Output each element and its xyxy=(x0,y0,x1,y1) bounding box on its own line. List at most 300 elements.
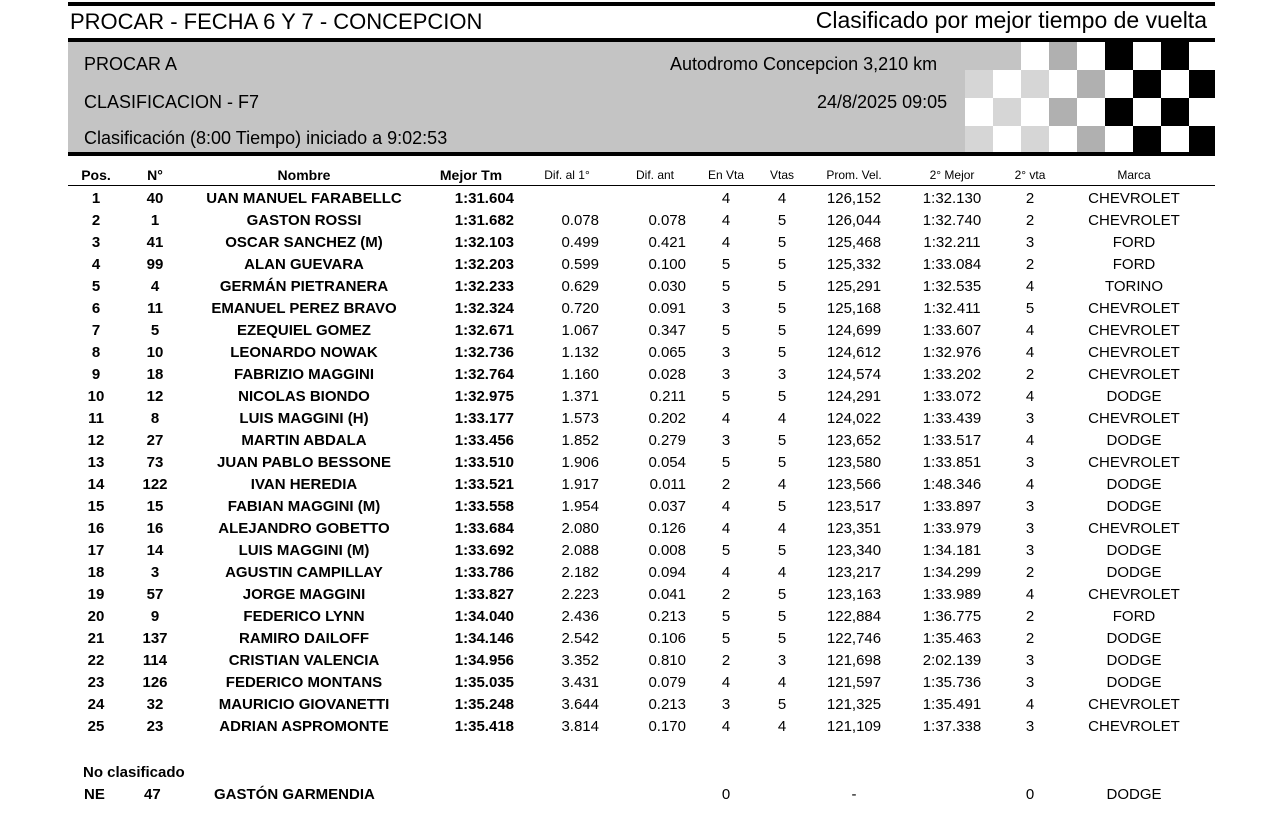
cell-avg-speed: 125,291 xyxy=(826,278,882,295)
cell-on-lap: 4 xyxy=(721,410,731,427)
cell-on-lap: 4 xyxy=(721,564,731,581)
cell-second-lap: 4 xyxy=(1025,344,1035,361)
cell-pos: 13 xyxy=(87,454,105,471)
cell-on-lap: 5 xyxy=(721,454,731,471)
cell-gap-first: 0.629 xyxy=(561,278,599,295)
cell-second-best: 1:32.535 xyxy=(922,278,982,295)
cell-second-best: 1:34.181 xyxy=(922,542,982,559)
cell-second-best: 1:32.976 xyxy=(922,344,982,361)
cell-gap-first: 2.436 xyxy=(561,608,599,625)
flag-square xyxy=(1021,126,1049,154)
cell-second-lap: 4 xyxy=(1025,322,1035,339)
flag-square xyxy=(1189,70,1215,98)
col-header-second-lap: 2° vta xyxy=(1014,168,1046,182)
cell-second-best: 1:33.084 xyxy=(922,256,982,273)
cell-second-best: 1:32.130 xyxy=(922,190,982,207)
cell-pos: 11 xyxy=(88,410,104,427)
cell-second-best: 1:36.775 xyxy=(922,608,982,625)
cell-best-time: 1:32.203 xyxy=(454,256,514,273)
flag-square xyxy=(1049,42,1077,70)
cell-avg-speed: 125,468 xyxy=(826,234,882,251)
cell-driver-name: ALAN GUEVARA xyxy=(244,256,364,273)
cell-gap-prev: 0.011 xyxy=(649,476,686,493)
col-header-gap-first: Dif. al 1° xyxy=(544,168,590,182)
flag-square xyxy=(1049,98,1077,126)
table-row xyxy=(0,342,1280,364)
cell-on-lap: 4 xyxy=(721,520,731,537)
table-row xyxy=(0,672,1280,694)
cell-pos: 9 xyxy=(91,366,101,383)
cell-number: 12 xyxy=(146,388,164,405)
cell-best-time: 1:32.736 xyxy=(454,344,514,361)
col-header-pos: Pos. xyxy=(81,167,111,183)
cell-number: 40 xyxy=(146,190,164,207)
cell-gap-first: 3.431 xyxy=(561,674,599,691)
cell-best-time: 1:32.233 xyxy=(454,278,514,295)
cell-second-best: 1:33.897 xyxy=(922,498,982,515)
cell-driver-name: EMANUEL PEREZ BRAVO xyxy=(211,300,397,317)
cell-laps: 4 xyxy=(777,410,787,427)
cell-avg-speed: 121,109 xyxy=(826,718,882,735)
cell-brand: CHEVROLET xyxy=(1088,718,1180,735)
cell-driver-name: MAURICIO GIOVANETTI xyxy=(218,696,390,713)
cell-gap-first: 2.182 xyxy=(561,564,599,581)
cell-gap-first: 1.917 xyxy=(561,476,599,493)
cell-avg-speed: 123,351 xyxy=(826,520,882,537)
cell-gap-prev: 0.213 xyxy=(648,608,686,625)
cell-number: 3 xyxy=(150,564,160,581)
cell-laps: 5 xyxy=(777,234,787,251)
cell-avg-speed: 126,044 xyxy=(826,212,882,229)
cell-driver-name: MARTIN ABDALA xyxy=(241,432,367,449)
cell-pos: 12 xyxy=(87,432,105,449)
table-row xyxy=(0,562,1280,584)
cell-best-time: 1:34.146 xyxy=(454,630,514,647)
cell-driver-name: LUIS MAGGINI (M) xyxy=(238,542,370,559)
cell-avg-speed: 121,698 xyxy=(826,652,882,669)
cell-avg-speed: 123,652 xyxy=(826,432,882,449)
flag-square xyxy=(1161,70,1189,98)
flag-square xyxy=(993,126,1021,154)
cell-pos: 22 xyxy=(87,652,105,669)
cell-pos: 4 xyxy=(91,256,101,273)
table-row xyxy=(0,254,1280,276)
cell-on-lap: 4 xyxy=(721,498,731,515)
cell-best-time: 1:35.418 xyxy=(454,718,514,735)
cell-pos: 7 xyxy=(91,322,101,339)
cell-number: 57 xyxy=(146,586,164,603)
flag-square xyxy=(993,70,1021,98)
header-underline xyxy=(68,185,1215,186)
cell-brand: DODGE xyxy=(1106,630,1162,647)
cell-best-time: 1:35.035 xyxy=(454,674,514,691)
cell-driver-name: LUIS MAGGINI (H) xyxy=(239,410,369,427)
cell-second-best: 1:35.736 xyxy=(922,674,982,691)
cell-on-lap: 5 xyxy=(721,322,731,339)
cell-avg-speed: 125,332 xyxy=(826,256,882,273)
cell-pos: 24 xyxy=(87,696,105,713)
cell-driver-name: GASTON ROSSI xyxy=(246,212,362,229)
cell-on-lap: 4 xyxy=(721,674,731,691)
flag-square xyxy=(993,98,1021,126)
cell-gap-prev: 0.041 xyxy=(648,586,686,603)
cell-brand: DODGE xyxy=(1106,476,1162,493)
cell-on-lap: 4 xyxy=(721,718,731,735)
table-row xyxy=(0,188,1280,210)
cell-number: 27 xyxy=(146,432,164,449)
cell-on-lap: 3 xyxy=(721,432,731,449)
flag-square xyxy=(1133,126,1161,154)
cell-second-lap: 3 xyxy=(1025,652,1035,669)
cell-avg-speed: 123,566 xyxy=(826,476,882,493)
cell-second-lap: 4 xyxy=(1025,432,1035,449)
cell-number: 5 xyxy=(150,322,160,339)
table-row xyxy=(0,232,1280,254)
cell-pos: 21 xyxy=(87,630,105,647)
cell-on-lap: 5 xyxy=(721,256,731,273)
cell-number: 126 xyxy=(142,674,168,691)
cell-pos: 19 xyxy=(87,586,105,603)
cell-driver-name: ADRIAN ASPROMONTE xyxy=(219,718,389,735)
cell-laps: 5 xyxy=(777,344,787,361)
flag-square xyxy=(1161,98,1189,126)
cell-laps: 5 xyxy=(777,696,787,713)
table-row xyxy=(0,540,1280,562)
cell-second-best: 1:33.979 xyxy=(922,520,982,537)
flag-square xyxy=(965,42,993,70)
cell-brand: CHEVROLET xyxy=(1088,212,1180,229)
cell-number: 14 xyxy=(146,542,164,559)
cell-brand: DODGE xyxy=(1106,652,1162,669)
flag-square xyxy=(965,126,993,154)
cell-driver-name: NICOLAS BIONDO xyxy=(238,388,370,405)
cell-driver-name: LEONARDO NOWAK xyxy=(230,344,378,361)
top-rule xyxy=(68,2,1215,6)
cell-gap-prev: 0.100 xyxy=(648,256,686,273)
cell-brand: CHEVROLET xyxy=(1088,454,1180,471)
cell-on-lap: 3 xyxy=(721,696,731,713)
flag-square xyxy=(965,70,993,98)
cell-laps: 5 xyxy=(777,432,787,449)
cell-driver-name: FABIAN MAGGINI (M) xyxy=(227,498,381,515)
cell-avg-speed: 123,217 xyxy=(826,564,882,581)
cell-best-time: 1:32.671 xyxy=(454,322,514,339)
col-header-on-lap: En Vta xyxy=(707,168,745,182)
cell-driver-name: UAN MANUEL FARABELLC xyxy=(206,190,402,207)
cell-second-lap: 2 xyxy=(1025,564,1035,581)
cell-brand: CHEVROLET xyxy=(1088,410,1180,427)
flag-square xyxy=(1077,42,1105,70)
table-row xyxy=(0,496,1280,518)
table-row xyxy=(0,584,1280,606)
cell-second-best: 1:33.439 xyxy=(922,410,982,427)
cell-driver-name: AGUSTIN CAMPILLAY xyxy=(225,564,383,581)
cell-on-lap: 2 xyxy=(721,652,731,669)
cell-pos: 16 xyxy=(87,520,105,537)
cell-brand: DODGE xyxy=(1106,786,1162,803)
cell-brand: CHEVROLET xyxy=(1088,190,1180,207)
cell-on-lap: 5 xyxy=(721,542,731,559)
flag-square xyxy=(1133,70,1161,98)
cell-second-best: 1:33.072 xyxy=(922,388,982,405)
col-header-avg-speed: Prom. Vel. xyxy=(826,168,882,182)
cell-on-lap: 2 xyxy=(721,586,731,603)
cell-brand: CHEVROLET xyxy=(1088,696,1180,713)
datetime-label: 24/8/2025 09:05 xyxy=(817,92,948,112)
circuit-label: Autodromo Concepcion 3,210 km xyxy=(670,54,938,74)
cell-gap-first: 1.160 xyxy=(561,366,599,383)
cell-laps: 3 xyxy=(777,652,787,669)
cell-driver-name: FABRIZIO MAGGINI xyxy=(234,366,374,383)
cell-laps: 4 xyxy=(777,564,787,581)
cell-gap-prev: 0.106 xyxy=(648,630,686,647)
table-row xyxy=(0,518,1280,540)
cell-second-lap: 4 xyxy=(1025,278,1035,295)
cell-gap-first: 2.542 xyxy=(561,630,599,647)
cell-number: 4 xyxy=(150,278,160,295)
flag-square xyxy=(1021,98,1049,126)
cell-gap-first: 3.352 xyxy=(561,652,599,669)
cell-gap-prev: 0.126 xyxy=(648,520,686,537)
cell-second-lap: 3 xyxy=(1025,718,1035,735)
flag-square xyxy=(1189,98,1215,126)
cell-gap-first: 1.954 xyxy=(561,498,599,515)
cell-best-time: 1:33.521 xyxy=(454,476,514,493)
cell-second-lap: 5 xyxy=(1025,300,1035,317)
session-label: CLASIFICACION - F7 xyxy=(84,92,260,112)
checkered-flag-graphic xyxy=(965,42,1215,152)
cell-gap-first: 2.223 xyxy=(561,586,599,603)
cell-best-time: 1:32.764 xyxy=(454,366,514,383)
table-row xyxy=(0,408,1280,430)
cell-pos: 8 xyxy=(91,344,101,361)
cell-second-lap: 2 xyxy=(1025,630,1035,647)
cell-best-time: 1:35.248 xyxy=(454,696,514,713)
table-row xyxy=(0,276,1280,298)
flag-square xyxy=(1161,126,1189,154)
cell-number: 9 xyxy=(150,608,160,625)
cell-brand: FORD xyxy=(1112,608,1156,625)
cell-second-lap: 3 xyxy=(1025,234,1035,251)
cell-pos: 2 xyxy=(91,212,101,229)
cell-second-best: 1:35.491 xyxy=(922,696,982,713)
cell-brand: CHEVROLET xyxy=(1088,366,1180,383)
cell-avg-speed: 123,340 xyxy=(826,542,882,559)
col-header-number: N° xyxy=(147,167,163,183)
cell-on-lap: 2 xyxy=(721,476,731,493)
cell-avg-speed: 126,152 xyxy=(826,190,882,207)
cell-gap-first: 1.067 xyxy=(561,322,599,339)
cell-avg-speed: 123,580 xyxy=(826,454,882,471)
cell-gap-prev: 0.065 xyxy=(648,344,686,361)
cell-driver-name: ALEJANDRO GOBETTO xyxy=(218,520,390,537)
flag-square xyxy=(1161,42,1189,70)
table-row xyxy=(0,210,1280,232)
cell-second-best: 1:32.211 xyxy=(923,234,981,251)
cell-pos: 23 xyxy=(87,674,105,691)
cell-gap-prev: 0.421 xyxy=(648,234,686,251)
cell-second-best: 1:33.517 xyxy=(922,432,982,449)
cell-best-time: 1:33.692 xyxy=(454,542,514,559)
cell-gap-prev: 0.202 xyxy=(648,410,686,427)
cell-laps: 5 xyxy=(777,256,787,273)
cell-gap-prev: 0.008 xyxy=(648,542,686,559)
cell-pos: 3 xyxy=(91,234,101,251)
cell-laps: 5 xyxy=(777,300,787,317)
cell-driver-name: JORGE MAGGINI xyxy=(242,586,366,603)
cell-number: 114 xyxy=(142,652,168,669)
flag-square xyxy=(1049,126,1077,154)
cell-avg-speed: 124,022 xyxy=(826,410,882,427)
cell-gap-first: 1.371 xyxy=(561,388,599,405)
cell-laps: 4 xyxy=(777,674,787,691)
flag-square xyxy=(1077,70,1105,98)
cell-laps: 5 xyxy=(777,586,787,603)
cell-gap-first: 0.599 xyxy=(561,256,599,273)
table-row xyxy=(0,430,1280,452)
cell-on-lap: 5 xyxy=(721,608,731,625)
page-title: PROCAR - FECHA 6 Y 7 - CONCEPCION xyxy=(70,9,483,34)
cell-on-lap: 5 xyxy=(721,630,731,647)
cell-on-lap: 4 xyxy=(721,234,731,251)
table-row xyxy=(0,628,1280,650)
cell-brand: DODGE xyxy=(1106,674,1162,691)
cell-driver-name: FEDERICO MONTANS xyxy=(225,674,383,691)
cell-laps: 5 xyxy=(777,322,787,339)
cell-pos: 10 xyxy=(87,388,105,405)
cell-laps: 4 xyxy=(777,718,787,735)
col-header-gap-prev: Dif. ant xyxy=(635,168,675,182)
cell-second-lap: 4 xyxy=(1025,586,1035,603)
cell-gap-prev: 0.078 xyxy=(648,212,686,229)
table-row xyxy=(0,474,1280,496)
cell-pos: 20 xyxy=(87,608,105,625)
not-classified-heading: No clasificado xyxy=(83,764,185,781)
cell-on-lap: 3 xyxy=(721,300,731,317)
cell-second-best: 1:32.740 xyxy=(922,212,982,229)
cell-best-time: 1:33.786 xyxy=(454,564,514,581)
flag-square xyxy=(1077,98,1105,126)
cell-on-lap: 4 xyxy=(721,190,731,207)
flag-square xyxy=(1105,70,1133,98)
cell-second-lap: 0 xyxy=(1025,786,1035,803)
flag-square xyxy=(1133,42,1161,70)
cell-gap-first: 3.644 xyxy=(561,696,599,713)
cell-avg-speed: 121,325 xyxy=(826,696,882,713)
table-row xyxy=(0,320,1280,342)
table-row xyxy=(0,694,1280,716)
cell-avg-speed: 122,884 xyxy=(826,608,882,625)
cell-laps: 5 xyxy=(777,212,787,229)
cell-second-lap: 3 xyxy=(1025,520,1035,537)
cell-laps: 4 xyxy=(777,476,787,493)
cell-number: 23 xyxy=(146,718,164,735)
cell-laps: 5 xyxy=(777,498,787,515)
flag-square xyxy=(1049,70,1077,98)
table-row xyxy=(0,650,1280,672)
category-label: PROCAR A xyxy=(84,54,178,74)
cell-brand: CHEVROLET xyxy=(1088,586,1180,603)
cell-second-lap: 3 xyxy=(1025,454,1035,471)
cell-laps: 5 xyxy=(777,630,787,647)
cell-second-best: 1:48.346 xyxy=(922,476,982,493)
cell-driver-name: RAMIRO DAILOFF xyxy=(239,630,369,647)
cell-best-time: 1:31.604 xyxy=(454,190,514,207)
cell-avg-speed: 124,699 xyxy=(826,322,882,339)
cell-second-best: 1:35.463 xyxy=(922,630,982,647)
cell-avg-speed: 124,574 xyxy=(826,366,882,383)
cell-pos: 17 xyxy=(87,542,105,559)
cell-best-time: 1:33.684 xyxy=(454,520,514,537)
cell-number: 47 xyxy=(144,786,161,803)
cell-second-lap: 3 xyxy=(1025,542,1035,559)
cell-brand: CHEVROLET xyxy=(1088,520,1180,537)
cell-brand: DODGE xyxy=(1106,388,1162,405)
cell-gap-first: 0.078 xyxy=(561,212,599,229)
cell-brand: DODGE xyxy=(1106,498,1162,515)
cell-number: 137 xyxy=(142,630,168,647)
cell-gap-first: 1.573 xyxy=(561,410,599,427)
table-row xyxy=(0,364,1280,386)
flag-square xyxy=(1105,98,1133,126)
cell-brand: DODGE xyxy=(1106,432,1162,449)
cell-on-lap: 3 xyxy=(721,344,731,361)
cell-gap-first: 3.814 xyxy=(561,718,599,735)
cell-best-time: 1:34.040 xyxy=(454,608,514,625)
cell-avg-speed: 122,746 xyxy=(826,630,882,647)
cell-pos: NE xyxy=(84,786,105,803)
cell-gap-prev: 0.170 xyxy=(648,718,686,735)
flag-square xyxy=(1077,126,1105,154)
cell-gap-prev: 0.211 xyxy=(649,388,686,405)
cell-pos: 14 xyxy=(87,476,105,493)
cell-laps: 5 xyxy=(777,278,787,295)
cell-second-best: 1:37.338 xyxy=(922,718,982,735)
cell-second-lap: 3 xyxy=(1025,410,1035,427)
col-header-laps: Vtas xyxy=(769,168,795,182)
cell-pos: 6 xyxy=(91,300,101,317)
flag-square xyxy=(993,42,1021,70)
cell-best-time: 1:32.975 xyxy=(454,388,514,405)
page-subtitle: Clasificado por mejor tiempo de vuelta xyxy=(815,7,1207,33)
cell-number: 32 xyxy=(146,696,164,713)
cell-on-lap: 5 xyxy=(721,388,731,405)
cell-second-best: 1:32.411 xyxy=(923,300,981,317)
cell-best-time: 1:33.456 xyxy=(454,432,514,449)
cell-laps: 5 xyxy=(777,608,787,625)
cell-pos: 25 xyxy=(87,718,105,735)
cell-avg-speed: 124,612 xyxy=(826,344,882,361)
flag-square xyxy=(1189,42,1215,70)
cell-best-time: 1:33.177 xyxy=(454,410,514,427)
cell-number: 8 xyxy=(150,410,160,427)
cell-avg-speed: 123,163 xyxy=(826,586,882,603)
table-row xyxy=(0,298,1280,320)
cell-second-best: 1:33.851 xyxy=(922,454,982,471)
cell-brand: DODGE xyxy=(1106,564,1162,581)
cell-second-best: 2:02.139 xyxy=(922,652,982,669)
cell-on-lap: 3 xyxy=(721,366,731,383)
cell-second-lap: 2 xyxy=(1025,212,1035,229)
cell-driver-name: FEDERICO LYNN xyxy=(243,608,365,625)
cell-avg-speed: 121,597 xyxy=(826,674,882,691)
cell-gap-first: 0.499 xyxy=(561,234,599,251)
cell-driver-name: OSCAR SANCHEZ (M) xyxy=(225,234,383,251)
table-row xyxy=(0,386,1280,408)
cell-pos: 1 xyxy=(91,190,101,207)
cell-brand: DODGE xyxy=(1106,542,1162,559)
cell-gap-prev: 0.028 xyxy=(648,366,686,383)
